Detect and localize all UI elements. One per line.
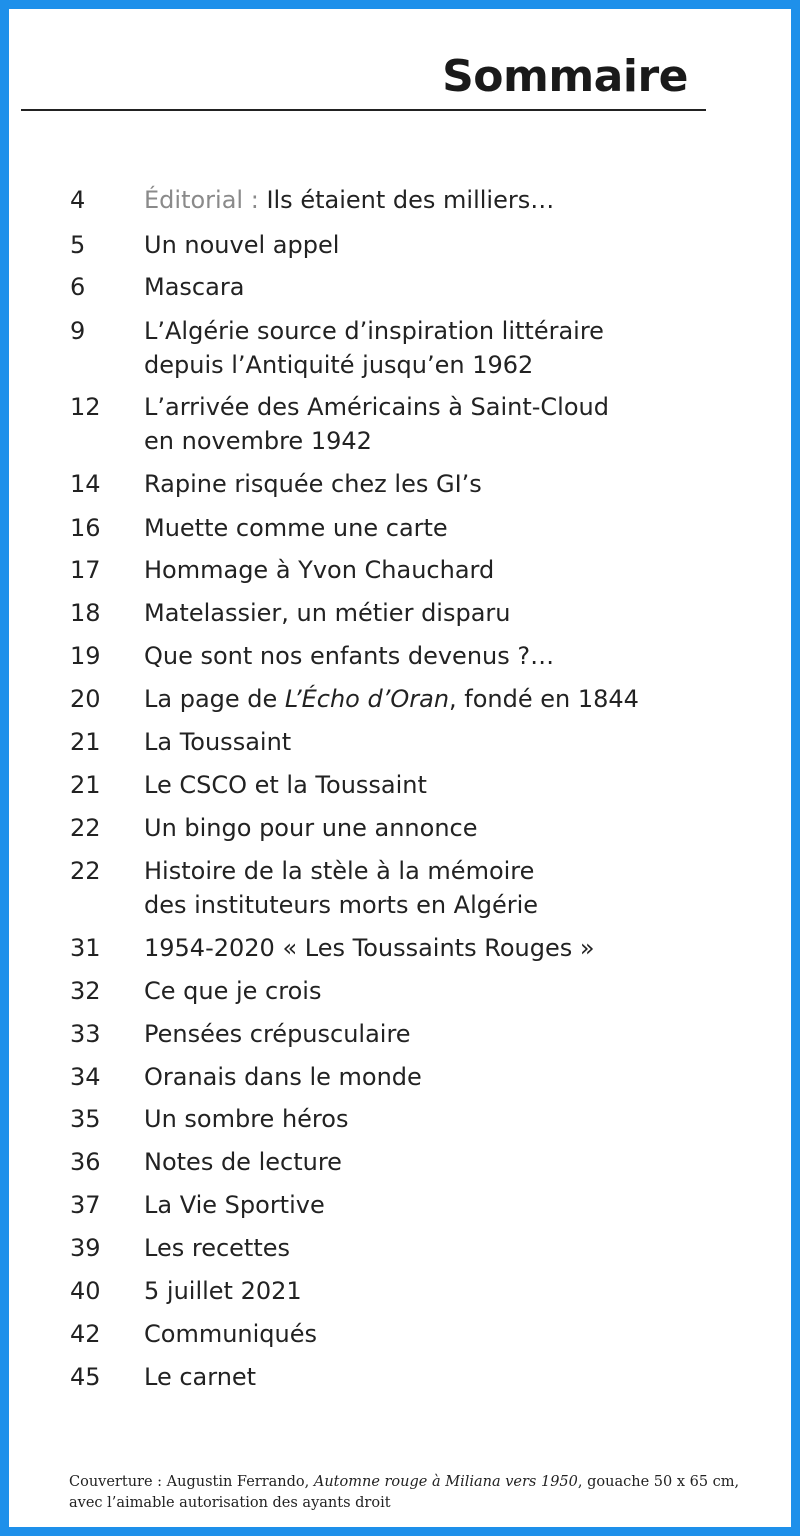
credit-suffix: , gouache 50 x 65 cm, [577, 1474, 740, 1490]
toc-label: Un nouvel appel [144, 231, 340, 259]
toc-page-number: 33 [70, 1020, 101, 1048]
toc-page-number: 36 [70, 1148, 101, 1176]
toc-label [144, 183, 764, 217]
toc-label: Notes de lecture [144, 1148, 342, 1176]
toc-label [144, 854, 764, 922]
credit-work-title: Automne rouge à Miliana vers 1950 [313, 1474, 578, 1490]
toc-page-number: 39 [70, 1234, 101, 1262]
toc-label-line2: en novembre 1942 [144, 427, 372, 455]
toc-label-line2: depuis l’Antiquité jusqu’en 1962 [144, 351, 534, 379]
toc-label: La Vie Sportive [144, 1191, 325, 1219]
toc-page-number: 37 [70, 1191, 101, 1219]
toc-label-line1: L’Algérie source d’inspiration littéraire [144, 317, 604, 345]
toc-page-number: 9 [70, 317, 86, 345]
toc-page-number: 18 [70, 599, 101, 627]
toc-page-number: 21 [70, 771, 101, 799]
toc-label-text: La page de [144, 685, 278, 713]
toc-page-number: 31 [70, 934, 101, 962]
toc-label [144, 390, 764, 458]
toc-page-number: 20 [70, 685, 101, 713]
toc-label: Oranais dans le monde [144, 1063, 422, 1091]
toc-label: Les recettes [144, 1234, 291, 1262]
toc-page-number: 12 [70, 393, 101, 421]
credit-line2: avec l’aimable autorisation des ayants droit [69, 1495, 391, 1511]
toc-label: Hommage à Yvon Chauchard [144, 556, 495, 584]
toc-label-text: , fondé en 1844 [449, 685, 639, 713]
toc-label: Communiqués [144, 1320, 318, 1348]
toc-label-line1: Histoire de la stèle à la mémoire [144, 857, 535, 885]
toc-label: Mascara [144, 273, 245, 301]
toc-page-number: 35 [70, 1105, 101, 1133]
toc-label: Le CSCO et la Toussaint [144, 771, 427, 799]
toc-page-number: 45 [70, 1363, 101, 1391]
toc-page-number: 22 [70, 857, 101, 885]
title-rule [21, 109, 706, 111]
toc-page-number: 5 [70, 231, 86, 259]
editorial-prefix: Éditorial : [144, 186, 259, 214]
cover-credit [69, 1472, 769, 1514]
toc-label [144, 314, 764, 382]
toc-page-number: 40 [70, 1277, 101, 1305]
toc-page-number: 34 [70, 1063, 101, 1091]
toc-label: 5 juillet 2021 [144, 1277, 302, 1305]
toc-label: Un sombre héros [144, 1105, 349, 1133]
toc-label-line2: des instituteurs morts en Algérie [144, 891, 539, 919]
toc-label: Que sont nos enfants devenus ?… [144, 642, 555, 670]
toc-label: Rapine risquée chez les GI’s [144, 470, 482, 498]
toc-page-number: 17 [70, 556, 101, 584]
toc-page-number: 4 [70, 186, 86, 214]
toc-label: Un bingo pour une annonce [144, 814, 478, 842]
toc-label [144, 682, 764, 716]
toc-page-number: 14 [70, 470, 101, 498]
toc-page-number: 16 [70, 514, 101, 542]
toc-label: Le carnet [144, 1363, 257, 1391]
toc-page-number: 42 [70, 1320, 101, 1348]
toc-label-line1: L’arrivée des Américains à Saint-Cloud [144, 393, 609, 421]
newspaper-title: L’Écho d’Oran [284, 685, 450, 713]
toc-label: La Toussaint [144, 728, 292, 756]
toc-label: Pensées crépusculaire [144, 1020, 411, 1048]
toc-page-number: 6 [70, 273, 86, 301]
toc-label: Ce que je crois [144, 977, 322, 1005]
toc-label: Muette comme une carte [144, 514, 448, 542]
page-title: Sommaire [442, 51, 688, 102]
toc-page-number: 22 [70, 814, 101, 842]
toc-label-text: Ils étaient des milliers… [266, 186, 555, 214]
toc-page-number: 21 [70, 728, 101, 756]
toc-label: Matelassier, un métier disparu [144, 599, 511, 627]
toc-page-number: 19 [70, 642, 101, 670]
toc-page-number: 32 [70, 977, 101, 1005]
toc-label: 1954-2020 « Les Toussaints Rouges » [144, 934, 595, 962]
credit-prefix: Couverture : Augustin Ferrando, [69, 1474, 310, 1490]
